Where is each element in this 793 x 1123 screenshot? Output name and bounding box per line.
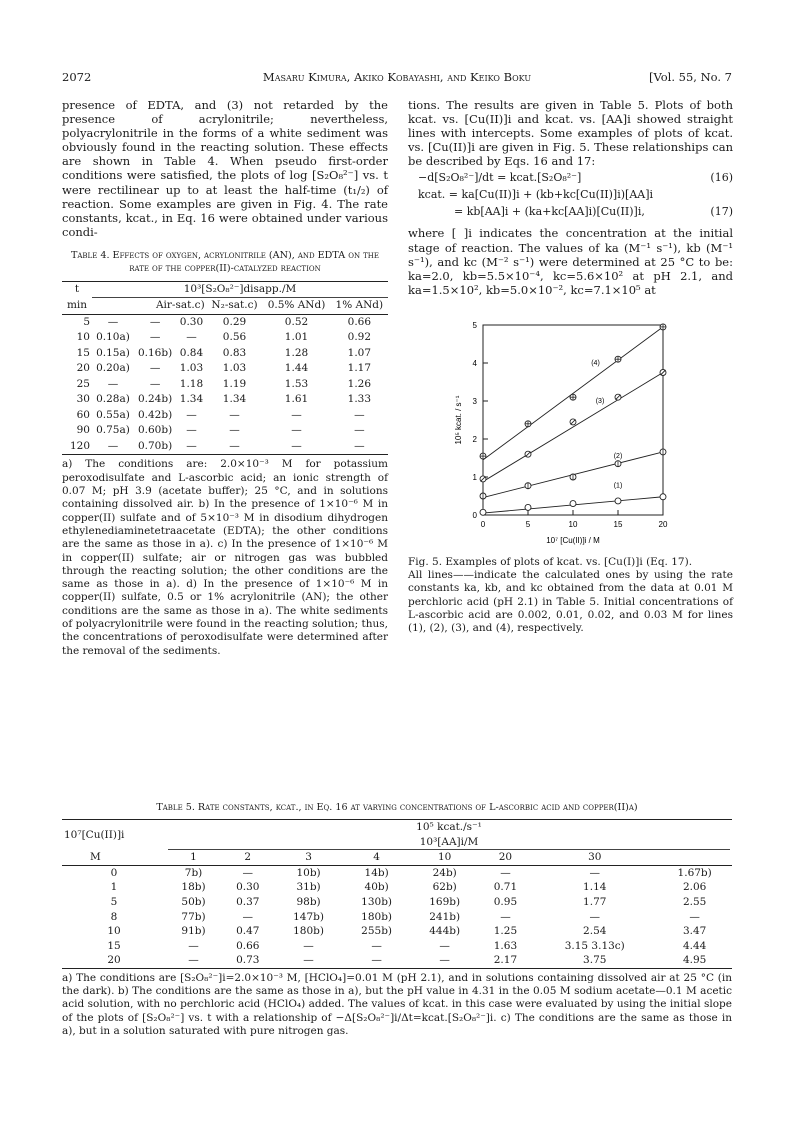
table-cell: 0.37 <box>236 895 260 908</box>
x-tick-label: 20 <box>658 519 668 529</box>
table-row <box>62 377 388 393</box>
table4-caption: Table 4. Effects of oxygen, acrylonitrile (AN), and EDTA on the rate of the copper(II)-catalyzed reaction <box>70 249 380 274</box>
table-cell: 0.73 <box>236 954 260 967</box>
table-cell: 1.67b) <box>677 866 712 879</box>
table-cell: 0.84 <box>179 346 204 359</box>
series-label: (4) <box>591 359 600 367</box>
table-cell: — <box>354 424 365 437</box>
equation-17-number: (17) <box>710 205 733 219</box>
volume-info: [Vol. 55, No. 7 <box>648 70 732 84</box>
table-row <box>62 924 732 939</box>
table-cell: 1.63 <box>493 939 518 952</box>
table-row <box>62 361 388 377</box>
table-cell: 3.47 <box>682 925 707 938</box>
table-cell: — <box>500 910 511 923</box>
table-cell: — <box>500 866 511 879</box>
equation-17b <box>408 205 733 222</box>
table-cell: 0.56 <box>222 331 247 344</box>
y-axis-label: 10⁵ kcat. / s⁻¹ <box>454 395 463 445</box>
table-cell: — <box>149 362 161 375</box>
right-paragraph-2: where [ ]i indicates the concentration at the initial stage of reaction. The values of ka (M⁻¹ s⁻¹), kb (M⁻¹ s⁻¹), and kc (M⁻² s⁻¹) were determined at 25 °C to be: ka=2.0, kb=5.5×10⁻⁴, kc=5.6×10² at pH 2.1, and ka=1.5×10², kb=5.0×10⁻², kc=7.1×10⁵ at <box>408 226 733 297</box>
data-point <box>570 501 576 507</box>
table5-col-header: 1 <box>190 851 197 864</box>
table-cell: — <box>186 408 197 421</box>
table-cell: — <box>291 439 302 452</box>
table-cell: 0.42b) <box>137 408 173 421</box>
table-cell: 0 <box>110 866 118 879</box>
series-line <box>483 372 663 481</box>
table-cell: 1.07 <box>347 346 372 359</box>
table-cell: — <box>229 408 240 421</box>
y-tick-label: 4 <box>472 358 477 368</box>
table-cell: 60 <box>76 408 90 421</box>
table-cell: 120 <box>69 439 90 452</box>
table5-h3: 10³[AA]i/M <box>168 835 730 851</box>
table-cell: 98b) <box>296 895 321 908</box>
table-cell: — <box>371 954 382 967</box>
table4-col-air: Air-sat.c) <box>155 299 205 312</box>
table4-col-an05: 0.5% ANd) <box>267 299 326 312</box>
table-cell: — <box>188 939 199 952</box>
table-cell: — <box>439 939 450 952</box>
table-cell: 1.14 <box>583 881 607 894</box>
table-cell: 0.16b) <box>137 346 173 359</box>
table4-header-group: 10³[S₂O₈²⁻]disapp./M <box>92 281 388 298</box>
table5-caption: Table 5. Rate constants, kcat., in Eq. 16 at varying concentrations of L-ascorbic acid and copper(II)a) <box>156 802 638 813</box>
table-cell: — <box>149 331 161 344</box>
table-cell: — <box>107 439 119 452</box>
data-point <box>660 494 666 500</box>
table-cell: 3.15 3.13c) <box>564 939 625 952</box>
table-cell: — <box>303 939 314 952</box>
table-cell: 15 <box>76 346 90 359</box>
table-cell: 8 <box>110 910 118 923</box>
table-cell: 1.61 <box>284 393 309 406</box>
table-cell: 2.06 <box>682 881 707 894</box>
table-cell: 91b) <box>181 925 206 938</box>
table-cell: 2.54 <box>583 925 607 938</box>
table-cell: 30 <box>76 393 90 406</box>
equation-16-number: (16) <box>710 171 733 185</box>
y-tick-label: 2 <box>472 434 477 444</box>
table-cell: 90 <box>76 424 90 437</box>
table-cell: 1.01 <box>284 331 309 344</box>
table-row <box>62 423 388 439</box>
table-cell: 1.18 <box>179 377 204 390</box>
table-cell: — <box>229 424 240 437</box>
table-cell: 0.30 <box>179 315 204 328</box>
table-cell: 1.44 <box>284 362 309 375</box>
table-cell: — <box>354 439 365 452</box>
table5-col-header: 20 <box>498 851 513 864</box>
table-cell: 0.95 <box>493 895 518 908</box>
equation-17b-text: = kb[AA]i + (ka+kc[AA]i)[Cu(II)]i, <box>454 205 645 219</box>
table-cell: 180b) <box>361 910 393 923</box>
table-cell: 5 <box>83 315 90 328</box>
table-cell: 0.28a) <box>96 393 130 406</box>
table-cell: 0.24b) <box>137 393 173 406</box>
table-cell: — <box>242 866 254 879</box>
table5-col-header: 3 <box>305 851 312 864</box>
equation-17a-text: kcat. = ka[Cu(II)]i + (kb+kc[Cu(II)]i)[AA]i <box>418 188 654 202</box>
table-cell: 10b) <box>296 866 321 879</box>
table-cell: 0.15a) <box>96 346 130 359</box>
table-cell: 40b) <box>364 881 389 894</box>
table-row <box>62 346 388 362</box>
table-cell: 1.34 <box>222 393 247 406</box>
data-point <box>615 498 621 504</box>
table-cell: — <box>188 954 199 967</box>
x-tick-label: 0 <box>480 519 486 529</box>
table-cell: 0.70b) <box>137 439 173 452</box>
table-cell: 18b) <box>181 881 206 894</box>
table-cell: 1.03 <box>179 362 204 375</box>
x-tick-label: 15 <box>613 519 623 529</box>
table-cell: 0.30 <box>236 881 260 894</box>
table4 <box>62 281 388 456</box>
table-row <box>62 392 388 408</box>
table-cell: 7b) <box>184 866 203 879</box>
running-authors: Masaru Kimura, Akiko Kobayashi, and Keiko Boku <box>262 70 532 84</box>
table-cell: — <box>303 954 314 967</box>
y-tick-label: 1 <box>472 472 477 482</box>
table-cell: 4.95 <box>682 954 707 967</box>
table5-col-header: 30 <box>588 851 602 864</box>
table-cell: — <box>291 408 302 421</box>
table-cell: 10 <box>107 925 121 938</box>
equation-16-text: −d[S₂O₈²⁻]/dt = kcat.[S₂O₈²⁻] <box>418 171 582 185</box>
table-cell: 77b) <box>181 910 206 923</box>
table-cell: 0.66 <box>347 315 372 328</box>
series-label: (3) <box>595 397 605 405</box>
figure-5 <box>408 317 733 552</box>
table-cell: 3.75 <box>583 954 607 967</box>
x-axis-label: 10⁷ [Cu(II)]i / M <box>546 535 600 545</box>
table5-col-header: 10 <box>437 851 452 864</box>
table-cell: 147b) <box>293 910 324 923</box>
table5-col-header: 4 <box>373 851 380 864</box>
table-cell: 20 <box>107 954 121 967</box>
table-cell: — <box>229 439 240 452</box>
table-cell: — <box>186 424 197 437</box>
table-cell: — <box>354 408 365 421</box>
table-cell: 169b) <box>429 895 461 908</box>
table-row <box>62 865 732 880</box>
table-cell: — <box>186 331 197 344</box>
table4-col-t: t <box>74 283 80 296</box>
table-cell: 25 <box>76 377 90 390</box>
table-cell: 1.26 <box>347 377 372 390</box>
table-cell: 31b) <box>296 881 321 894</box>
table-cell: 0.75a) <box>96 424 130 437</box>
right-paragraph: tions. The results are given in Table 5. Plots of both kcat. vs. [Cu(II)]i and kcat. vs. [AA]i showed straight lines with intercepts. Some examples of plots of kcat. vs. [Cu(II)]i are given in Fig. 5. These relationships can be described by Eqs. 16 and 17: <box>408 98 733 169</box>
table-cell: 130b) <box>361 895 393 908</box>
table-row <box>62 895 732 910</box>
table-cell: — <box>107 377 119 390</box>
table-cell: 20 <box>76 362 90 375</box>
table-cell: 1.03 <box>222 362 247 375</box>
table-cell: 1.17 <box>347 362 372 375</box>
table-cell: — <box>242 910 254 923</box>
y-tick-label: 0 <box>472 510 477 520</box>
table-cell: 5 <box>110 895 118 908</box>
table-cell: — <box>186 439 197 452</box>
table-cell: — <box>589 910 600 923</box>
page-number: 2072 <box>62 70 92 84</box>
y-tick-label: 3 <box>472 396 477 406</box>
table-cell: 444b) <box>429 925 461 938</box>
series-label: (1) <box>613 482 623 490</box>
table-cell: 0.55a) <box>96 408 130 421</box>
table-cell: 0.20a) <box>96 362 130 375</box>
table-cell: 1.34 <box>179 393 204 406</box>
table-cell: — <box>149 377 161 390</box>
table-cell: 50b) <box>181 895 206 908</box>
table-row <box>62 408 388 424</box>
table-cell: 0.47 <box>236 925 260 938</box>
table5 <box>62 819 732 969</box>
left-column <box>62 98 388 658</box>
table5-col-header: 2 <box>244 851 252 864</box>
table-cell: — <box>107 315 119 328</box>
table-cell: — <box>371 939 382 952</box>
table-row <box>62 330 388 346</box>
x-tick-label: 5 <box>525 519 531 529</box>
table-cell: 2.17 <box>493 954 518 967</box>
table-row <box>62 439 388 455</box>
table-cell: — <box>291 424 302 437</box>
figure-5-caption-title: Fig. 5. Examples of plots of kcat. vs. [Cu(I)]i (Eq. 17). <box>408 555 693 568</box>
table-cell: 15 <box>107 939 121 952</box>
table-row <box>62 953 732 968</box>
table-cell: 0.60b) <box>137 424 173 437</box>
table-row <box>62 910 732 925</box>
table5-block <box>62 802 732 1038</box>
table-cell: 1.77 <box>583 895 607 908</box>
table4-notes: a) The conditions are: 2.0×10⁻³ M for potassium peroxodisulfate and L-ascorbic acid; an ionic strength of 0.07 M; pH 3.9 (acetate buffer); 25 °C, and in solutions containing dissolved air. b) In the presence of 1×10⁻⁶ M in copper(II) sulfate and of 5×10⁻³ M in disodium dihydrogen ethylenediaminetetraacetate (EDTA); the other conditions are the same as those in a). c) In the presence of 1×10⁻⁶ M in copper(II) sulfate; air or nitrogen gas was bubbled through the reacting solution; the other conditions are the same as those in a). d) In the presence of 1×10⁻⁶ M in copper(II) sulfate, 0.5 or 1% acrylonitrile (AN); the other conditions are the same as those in a). The white sediments of polyacrylonitrile were found in the reacting solution; thus, the concentrations of peroxodisulfate were determined after the removal of the sediments. <box>62 458 388 657</box>
table-cell: 1.19 <box>222 377 247 390</box>
table-cell: 10 <box>76 331 90 344</box>
table-cell: 1.28 <box>284 346 309 359</box>
table-cell: 0.66 <box>236 939 260 952</box>
table-cell: — <box>589 866 600 879</box>
table-cell: 4.44 <box>682 939 707 952</box>
left-paragraph: presence of EDTA, and (3) not retarded by the presence of acrylonitrile; nevertheless, polyacrylonitrile in the forms of a white sediment was obviously found in the reacting solution. These effects are shown in Table 4. When pseudo first-order conditions were satisfied, the plots of log [S₂O₈²⁻] vs. t were rectilinear up to at least the half-time (t₁/₂) of reaction. Some examples are given in Fig. 4. The rate constants, kcat., in Eq. 16 were obtained under various condi- <box>62 98 388 239</box>
table-cell: 0.29 <box>222 315 247 328</box>
table4-col-min: min <box>66 299 88 312</box>
table-cell: 62b) <box>432 881 457 894</box>
table-cell: 1 <box>110 881 118 894</box>
figure-5-caption <box>408 556 733 635</box>
data-point <box>480 509 486 515</box>
table-cell: 2.55 <box>682 895 707 908</box>
table5-h1b: M <box>90 851 101 864</box>
table4-col-n2: N₂-sat.c) <box>211 299 258 312</box>
table-cell: 180b) <box>293 925 324 938</box>
table-row <box>62 314 388 330</box>
table4-col-an1: 1% ANd) <box>335 299 384 312</box>
table-cell: 0.92 <box>347 331 372 344</box>
table-cell: 1.33 <box>347 393 372 406</box>
table-cell: 0.10a) <box>96 331 130 344</box>
table-cell: 14b) <box>364 866 389 879</box>
right-column <box>408 98 733 635</box>
series-line <box>483 327 663 460</box>
series-label: (2) <box>613 452 623 460</box>
equation-16 <box>408 171 733 188</box>
table-cell: 0.83 <box>222 346 247 359</box>
table-cell: 24b) <box>432 866 457 879</box>
table-cell: 0.71 <box>493 881 518 894</box>
x-tick-label: 10 <box>568 519 578 529</box>
figure-5-caption-body: All lines——indicate the calculated ones by using the rate constants ka, kb, and kc obtained from the data at 0.01 M perchloric acid (pH 2.1) in Table 5. Initial concentrations of L-ascorbic acid are 0.002, 0.01, 0.02, and 0.03 M for lines (1), (2), (3), and (4), respectively. <box>408 569 733 634</box>
equation-17a <box>408 188 733 205</box>
data-point <box>525 504 531 510</box>
table5-h1: 10⁷[Cu(II)]i <box>64 828 125 841</box>
table-cell: — <box>689 910 700 923</box>
table-cell: 255b) <box>361 925 393 938</box>
table-cell: 0.52 <box>284 315 309 328</box>
table-cell: — <box>149 315 161 328</box>
table-cell: 1.53 <box>284 377 309 390</box>
table-cell: 1.25 <box>493 925 518 938</box>
table-row <box>62 880 732 895</box>
figure-5-chart <box>408 317 733 552</box>
table-cell: 241b) <box>429 910 461 923</box>
y-tick-label: 5 <box>472 320 477 330</box>
table-cell: — <box>439 954 450 967</box>
table5-h2: 10⁵ kcat./s⁻¹ <box>416 821 482 833</box>
table-row <box>62 939 732 954</box>
table5-notes: a) The conditions are [S₂O₈²⁻]i=2.0×10⁻³ M, [HClO₄]=0.01 M (pH 2.1), and in solutions containing dissolved air at 25 °C (in the dark). b) The conditions are the same as those in a), but the pH value in 4.31 in the 0.05 M sodium acetate—0.1 M acetic acid solution, with no perchloric acid (HClO₄) added. The values of kcat. in this case were evaluated by using the initial slope of the plots of [S₂O₈²⁻] vs. t with a relationship of −Δ[S₂O₈²⁻]i/Δt=kcat.[S₂O₈²⁻]i. c) The conditions are the same as those in a), but in a solution saturated with pure nitrogen gas. <box>62 971 732 1037</box>
